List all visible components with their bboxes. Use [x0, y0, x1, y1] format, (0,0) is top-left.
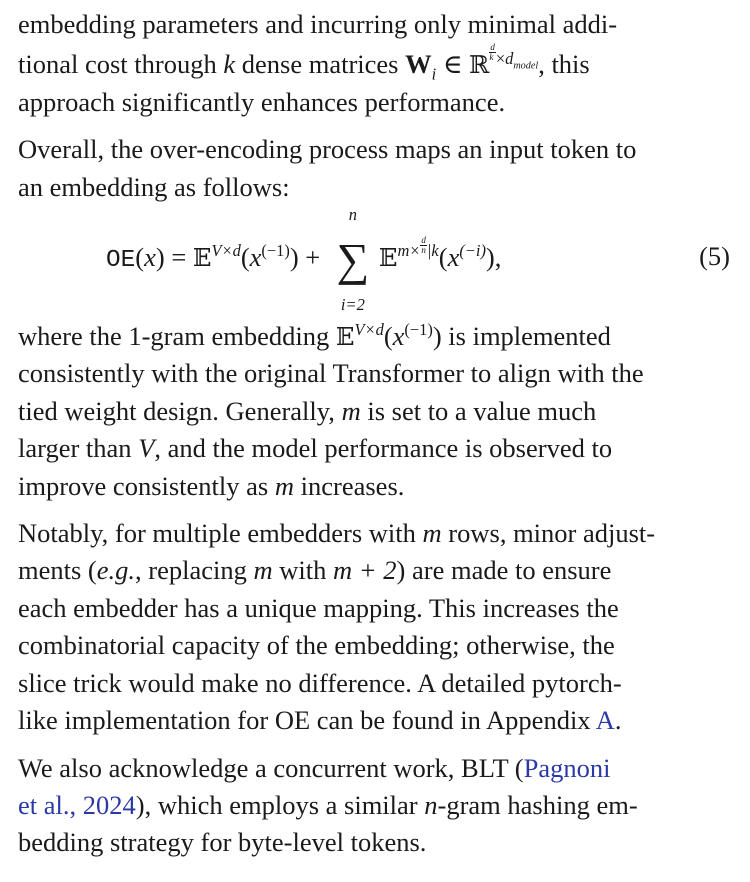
equation-number: (5): [699, 241, 730, 272]
eq-tail: ),: [485, 242, 502, 273]
sum-upper: n: [348, 204, 357, 224]
frac-num: d: [490, 42, 495, 53]
text: bedding strategy for byte-level tokens.: [18, 827, 427, 858]
paragraph-embedding-cost: [18, 6, 730, 121]
math-superscript: [489, 42, 539, 71]
math-x: x: [392, 321, 405, 352]
eq-sup-minus1: (−1): [261, 241, 290, 261]
sup-k: |k: [426, 241, 439, 261]
text-eg: e.g.: [96, 555, 136, 586]
text: each embedder has a unique mapping. This increases the: [18, 592, 619, 623]
eq-summation: [331, 204, 375, 314]
sum-symbol: ∑: [336, 233, 370, 285]
math-sup-Vxd: V×d: [354, 320, 384, 340]
eq-sup-Vxd: V×d: [211, 241, 241, 261]
appendix-link[interactable]: A: [595, 705, 615, 736]
text: increases.: [294, 470, 405, 501]
math-d: d: [505, 48, 514, 68]
text: larger than: [18, 433, 139, 464]
eq-E: 𝔼: [192, 243, 212, 273]
eq-sup-mdnk: [397, 235, 439, 261]
math-n: n: [424, 789, 438, 820]
text: tied weight design. Generally,: [18, 395, 342, 426]
text: rows, minor adjust-: [441, 518, 656, 549]
text: Overall, the over-encoding process maps an input token to: [18, 134, 637, 165]
math-R: ℝ: [469, 50, 490, 80]
math-m-plus-2: m + 2: [333, 555, 397, 586]
math-m: m: [274, 470, 295, 501]
eq-x: x: [249, 242, 262, 273]
citation-link[interactable]: et al., 2024: [18, 789, 136, 820]
math-times: ×: [495, 48, 506, 68]
math-m: m: [422, 518, 442, 549]
equation-5: [18, 206, 730, 312]
eq-E: 𝔼: [378, 243, 398, 273]
text: .: [614, 705, 622, 736]
text: ), which employs a similar: [135, 789, 425, 820]
math-W: W: [405, 49, 432, 80]
text: , and the model performance is observed to: [154, 433, 613, 464]
text: , this: [538, 49, 590, 80]
text: dense matrices: [235, 49, 406, 80]
equation-body: $OE(x) = 𝔼^{V\times d}(x^{(-1)})$ + n ∑ i=2 $𝔼^{m\times \frac{d}{n} |k}(x^{(-i)})$,: [106, 204, 502, 314]
sup-m-times: m×: [397, 241, 421, 261]
text: combinatorial capacity of the embedding; otherwise, the: [18, 630, 615, 661]
text: , replacing: [135, 555, 254, 586]
text: with: [272, 555, 333, 586]
text: is set to a value much: [360, 395, 597, 426]
text: ments (: [18, 555, 97, 586]
text: is implemented: [441, 321, 611, 352]
eq-x: x: [447, 242, 460, 273]
frac-den: n: [421, 245, 426, 256]
math-k: k: [223, 49, 236, 80]
text: ) are made to ensure: [396, 555, 612, 586]
paragraph-notably: [18, 515, 730, 739]
math-m: m: [253, 555, 273, 586]
text: We also acknowledge a concurrent work, BLT (: [18, 752, 524, 783]
text: -gram hashing em-: [437, 789, 638, 820]
eq-sup-minus-i: (−i): [459, 241, 486, 261]
sum-lower: i=2: [340, 294, 365, 314]
math-sup-minus1: (−1): [404, 320, 433, 340]
text: consistently with the original Transformer to align with the: [18, 358, 644, 389]
text: like implementation for OE can be found in Appendix: [18, 705, 596, 736]
frac-num: d: [421, 235, 426, 246]
math-sub-i: i: [431, 64, 437, 84]
text: Notably, for multiple embedders with: [18, 518, 423, 549]
math-sub-model: model: [513, 59, 539, 71]
math-V: V: [138, 433, 155, 464]
text: tional cost through: [18, 49, 224, 80]
paragraph-1gram: where the 1-gram embedding $𝔼^{V\times d}(x^{(-1)})$ is implemented consistently with the original Transformer to align with the tied weight design. Generally, m is set to a value much larger than V, and the model performance is observed to improve consistently as m increases.: [18, 320, 644, 501]
text: where the 1-gram embedding: [18, 321, 336, 352]
frac-den: k: [489, 52, 494, 63]
eq-lhs-OE: OE: [106, 247, 136, 275]
paragraph-blt: [18, 750, 730, 862]
text: approach significantly enhances performance.: [18, 86, 506, 117]
eq-equals: =: [164, 242, 193, 273]
paragraph-overall: [18, 131, 730, 206]
text: slice trick would make no difference. A detailed pytorch-: [18, 667, 622, 698]
math-m: m: [341, 395, 361, 426]
citation-link[interactable]: Pagnoni: [523, 752, 611, 783]
math-E: 𝔼: [335, 322, 355, 352]
eq-plus: +: [298, 242, 327, 273]
text: improve consistently as: [18, 470, 275, 501]
text: embedding parameters and incurring only minimal addi-: [18, 9, 618, 39]
eq-x: x: [144, 242, 156, 273]
text: an embedding as follows:: [18, 171, 290, 202]
math-in: ∈: [436, 49, 470, 80]
